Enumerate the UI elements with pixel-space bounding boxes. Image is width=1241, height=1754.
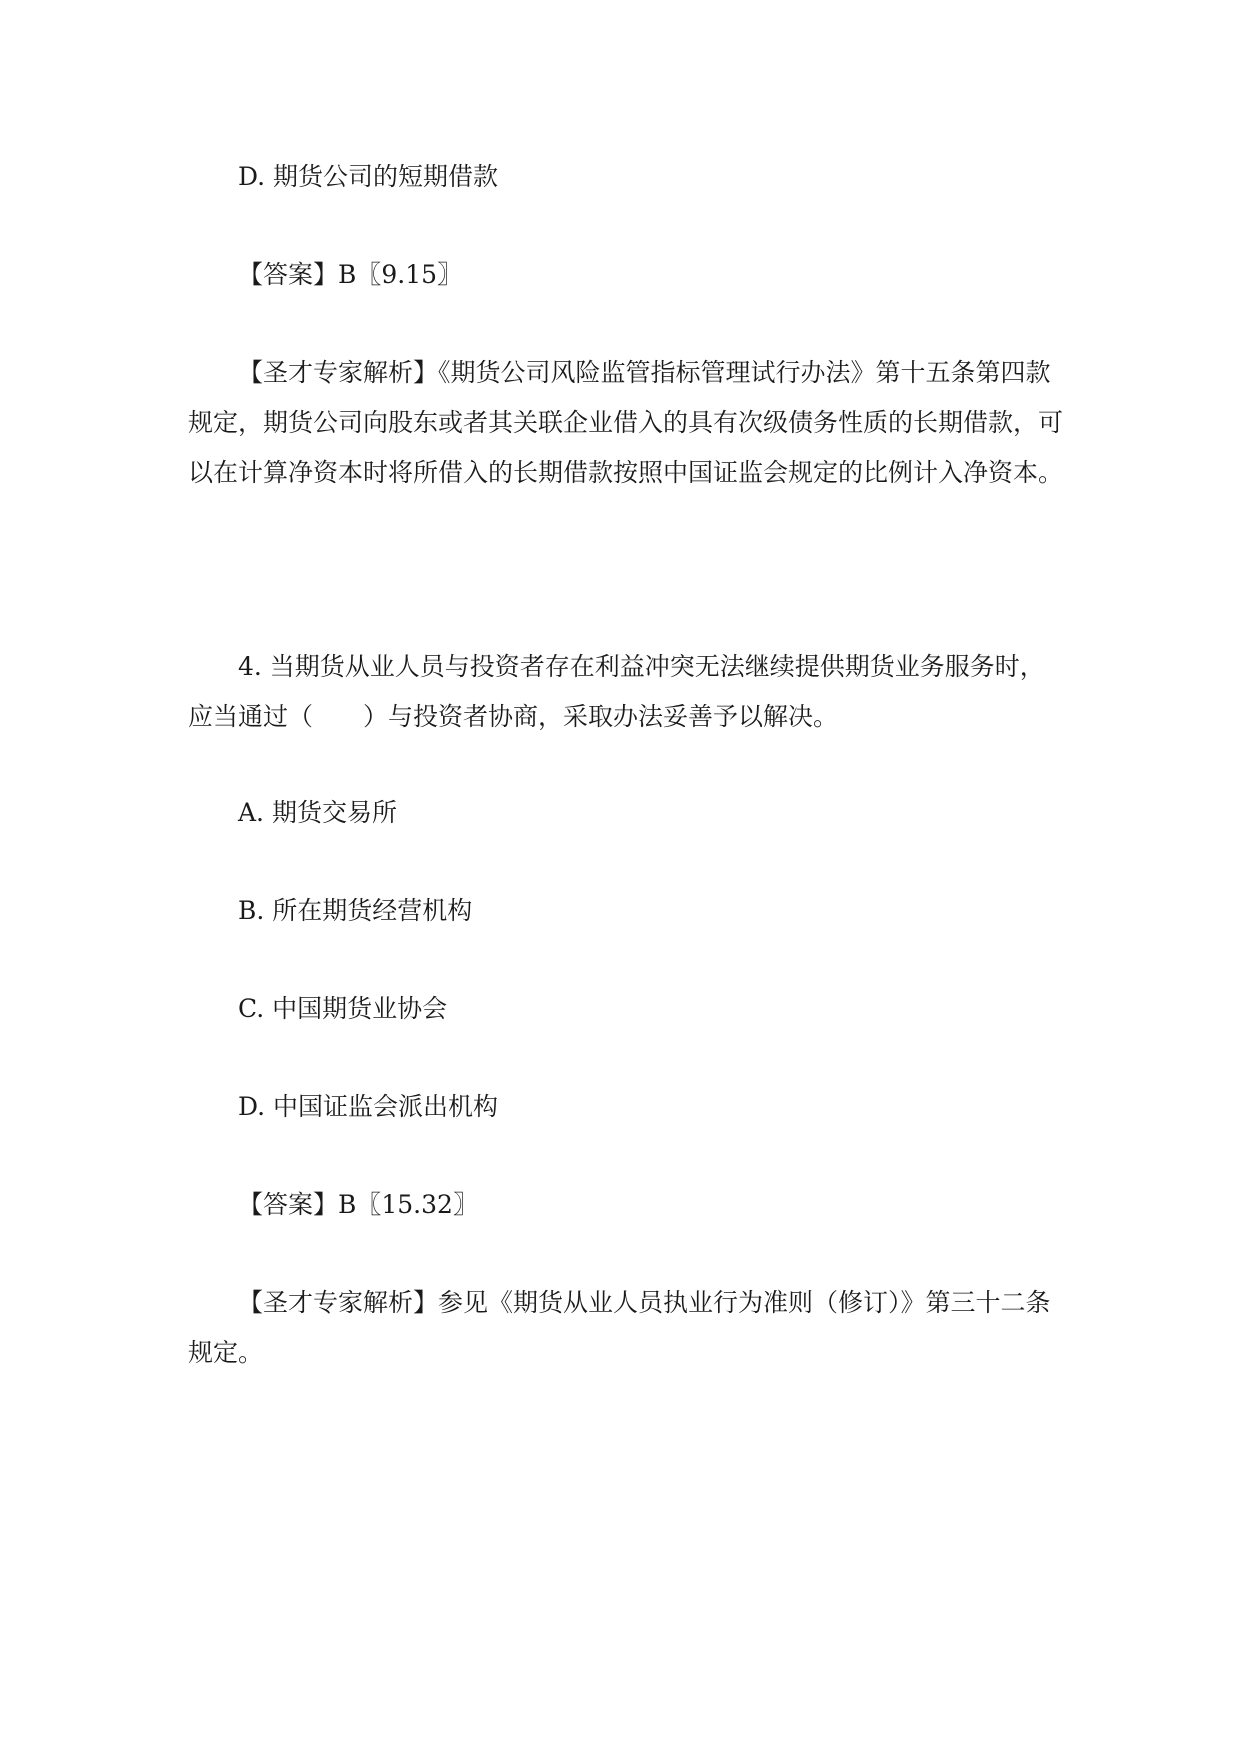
q3-analysis-line-2: 规定，期货公司向股东或者其关联企业借入的具有次级债务性质的长期借款，可 [188, 408, 1064, 437]
q4-option-c: C. 中国期货业协会 [238, 994, 448, 1023]
q4-analysis-line-1: 【圣才专家解析】参见《期货从业人员执业行为准则（修订）》第三十二条 [238, 1288, 1051, 1317]
q4-answer: 【答案】B〖15.32〗 [238, 1190, 478, 1219]
q3-option-d: D. 期货公司的短期借款 [238, 162, 499, 191]
q4-stem-line-2: 应当通过（ ）与投资者协商，采取办法妥善予以解决。 [188, 702, 839, 731]
q4-analysis-line-2: 规定。 [188, 1338, 264, 1367]
q4-option-a: A. 期货交易所 [238, 798, 397, 827]
q3-answer: 【答案】B〖9.15〗 [238, 260, 463, 289]
q4-option-b: B. 所在期货经营机构 [238, 896, 473, 925]
q4-option-d: D. 中国证监会派出机构 [238, 1092, 499, 1121]
q4-stem-line-1: 4. 当期货从业人员与投资者存在利益冲突无法继续提供期货业务服务时， [238, 652, 1045, 681]
q3-analysis-line-1: 【圣才专家解析】《期货公司风险监管指标管理试行办法》第十五条第四款 [238, 358, 1051, 387]
q3-analysis-line-3: 以在计算净资本时将所借入的长期借款按照中国证监会规定的比例计入净资本。 [188, 458, 1064, 487]
